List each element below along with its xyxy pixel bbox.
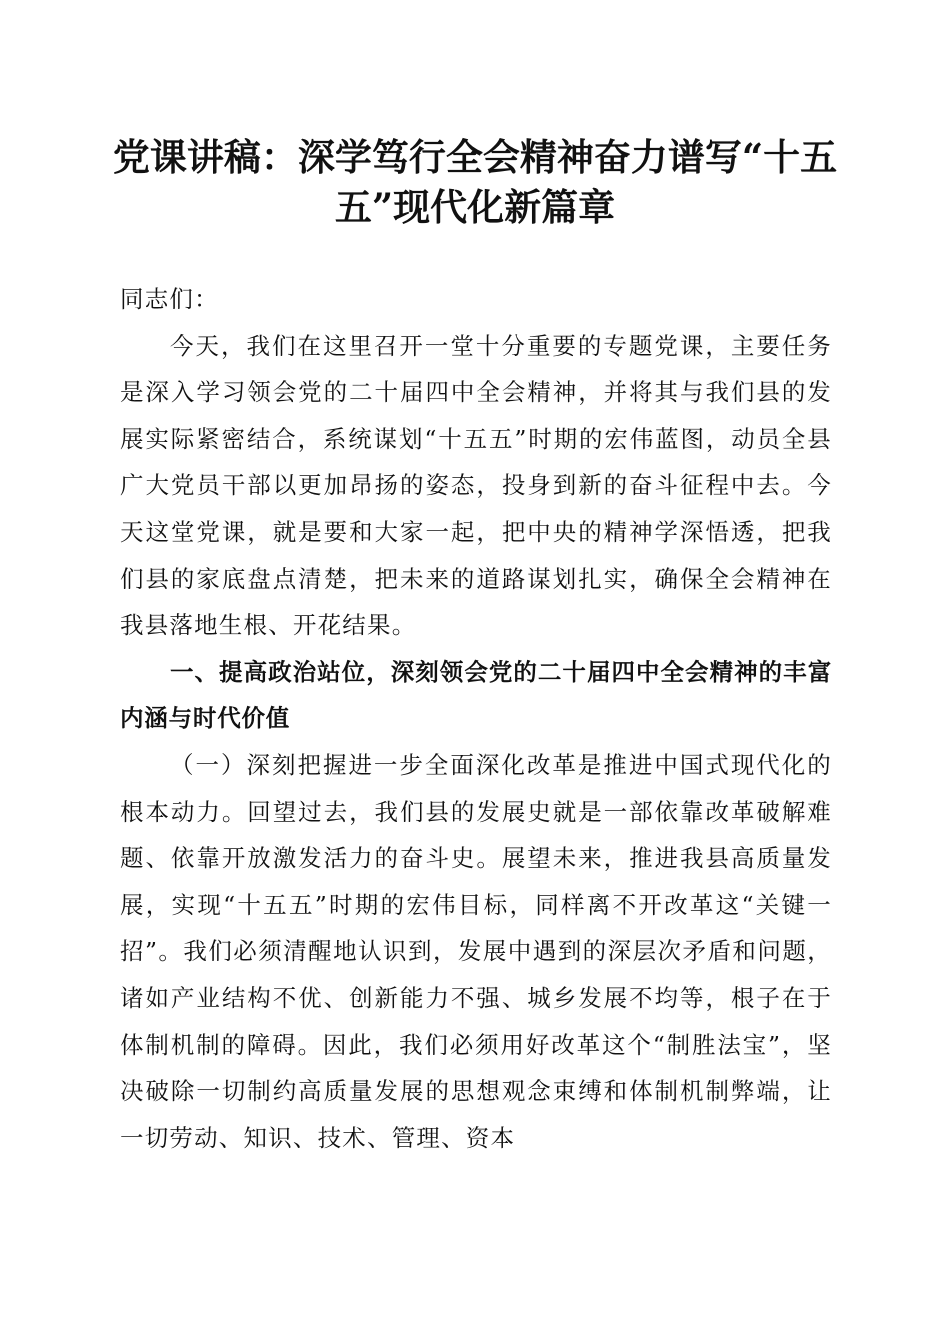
intro-paragraph: 今天，我们在这里召开一堂十分重要的专题党课，主要任务是深入学习领会党的二十届四中全会精神，并将其与我们县的发展实际紧密结合，系统谋划“十五五”时期的宏伟蓝图，动员全县广大党员干部以更加昂扬的姿态，投身到新的奋斗征程中去。今天这堂党课，就是要和大家一起，把中央的精神学深悟透，把我们县的家底盘点清楚，把未来的道路谋划扎实，确保全会精神在我县落地生根、开花结果。 bbox=[120, 331, 832, 640]
section-heading: 一、提高政治站位，深刻领会党的二十届四中全会精神的丰富内涵与时代价值 bbox=[120, 657, 832, 733]
document-body bbox=[120, 276, 832, 1161]
salutation: 同志们： bbox=[120, 285, 219, 313]
document-title: 党课讲稿：深学笃行全会精神奋力谱写“十五五”现代化新篇章 bbox=[112, 135, 838, 229]
subsection-paragraph: （一）深刻把握进一步全面深化改革是推进中国式现代化的根本动力。回望过去，我们县的发展史就是一部依靠改革破解难题、依靠开放激发活力的奋斗史。展望未来，推进我县高质量发展，实现“十五五”时期的宏伟目标，同样离不开改革这“关键一招”。我们必须清醒地认识到，发展中遇到的深层次矛盾和问题，诸如产业结构不优、创新能力不强、城乡发展不均等，根子在于体制机制的障碍。因此，我们必须用好改革这个“制胜法宝”，坚决破除一切制约高质量发展的思想观念束缚和体制机制弊端，让一切劳动、知识、技术、管理、资本 bbox=[120, 750, 832, 1152]
